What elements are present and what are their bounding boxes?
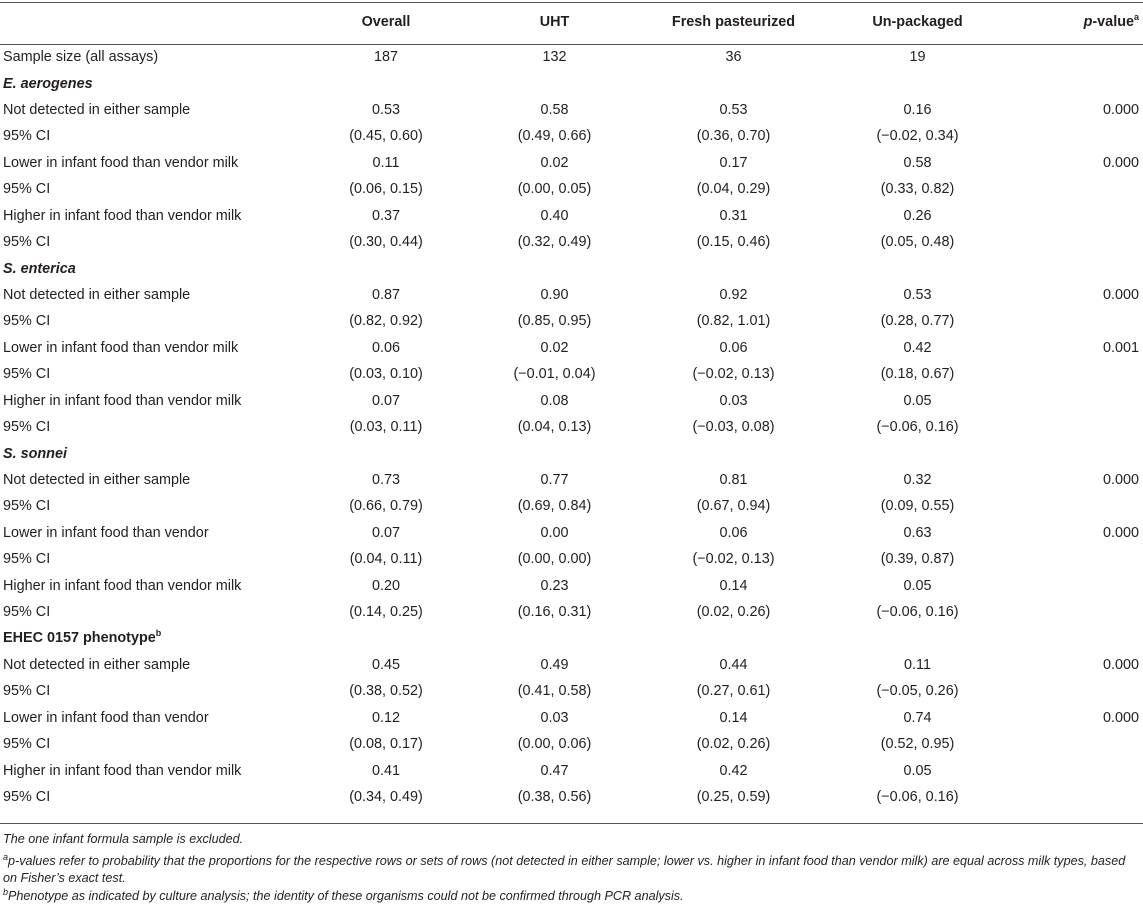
cell-p-value: [1005, 387, 1143, 413]
cell-p-value: [1005, 678, 1143, 704]
cell-overall: (0.38, 0.52): [349, 683, 423, 700]
table-row: [0, 520, 1143, 546]
footnote-a-text: p-values refer to probability that the proportions for the respective rows or sets of rows (not detected in either sample; lower vs. higher in infant food than vendor milk) are equal across milk types, based on Fisher’s exact test.: [3, 853, 1126, 885]
table-row: [0, 387, 1143, 413]
row-label: 95% CI: [3, 366, 51, 383]
cell-fresh: (0.02, 0.26): [696, 604, 771, 621]
section-title: [0, 70, 1143, 96]
cell-uht: (0.00, 0.00): [517, 551, 592, 568]
cell-fresh: (−0.02, 0.13): [692, 366, 775, 383]
row-label: 95% CI: [3, 313, 51, 330]
cell-unpackaged: 0.74: [903, 709, 932, 726]
cell-unpackaged: 0.05: [903, 392, 932, 409]
cell-p-value: [1005, 414, 1143, 440]
cell-uht: 0.40: [540, 207, 569, 224]
cell-fresh: (0.27, 0.61): [696, 683, 771, 700]
cell-overall: (0.03, 0.10): [349, 366, 423, 383]
header-un-packaged: Un-packaged: [872, 14, 963, 30]
table-row: [0, 229, 1143, 255]
cell-fresh: (0.04, 0.29): [696, 181, 771, 198]
cell-p-value: [1005, 176, 1143, 202]
row-label: 95% CI: [3, 683, 51, 700]
cell-unpackaged: 0.58: [903, 154, 932, 171]
table-row: [0, 203, 1143, 229]
cell-unpackaged: (0.39, 0.87): [880, 551, 955, 568]
cell-p-value: [1005, 203, 1143, 229]
cell-overall: 0.20: [371, 577, 400, 594]
cell-uht: (0.16, 0.31): [517, 604, 592, 621]
cell-p-value: [1005, 757, 1143, 783]
cell-unpackaged: 0.16: [903, 102, 932, 119]
row-label: Higher in infant food than vendor milk: [3, 577, 242, 594]
cell-fresh: (−0.02, 0.13): [692, 551, 775, 568]
cell-unpackaged: (0.18, 0.67): [880, 366, 955, 383]
cell-p-value: 0.000: [1102, 471, 1139, 488]
table-row: [0, 493, 1143, 519]
cell-overall: (0.08, 0.17): [349, 736, 423, 753]
cell-unpackaged: 0.42: [903, 339, 932, 356]
table-row: [0, 467, 1143, 493]
table-row: [0, 361, 1143, 387]
cell-p-value: [1005, 44, 1143, 70]
section-title: [0, 625, 1143, 651]
header-rule: [0, 44, 1143, 45]
cell-fresh: 0.17: [719, 154, 748, 171]
cell-unpackaged: 0.63: [903, 524, 932, 541]
cell-unpackaged: 0.26: [903, 207, 932, 224]
section-row: [0, 440, 1143, 466]
section-title: [0, 255, 1143, 281]
cell-unpackaged: (−0.06, 0.16): [876, 419, 959, 436]
cell-fresh: (0.15, 0.46): [696, 234, 771, 251]
section-title: [0, 440, 1143, 466]
cell-fresh: 0.31: [719, 207, 748, 224]
cell-fresh: 0.03: [719, 392, 748, 409]
cell-fresh: (0.02, 0.26): [696, 736, 771, 753]
section-title-text: S. sonnei: [3, 445, 67, 462]
cell-p-value: 0.000: [1102, 102, 1139, 119]
cell-p-value: [1005, 123, 1143, 149]
cell-overall: (0.45, 0.60): [349, 128, 423, 145]
row-label: 95% CI: [3, 498, 51, 515]
header-uht: UHT: [539, 14, 570, 30]
cell-uht: (0.69, 0.84): [517, 498, 592, 515]
cell-p-value: [1005, 546, 1143, 572]
table-row: [0, 757, 1143, 783]
footnote-b-text: Phenotype as indicated by culture analysis; the identity of these organisms could not be confirmed through PCR analysis.: [8, 888, 684, 903]
cell-uht: (0.41, 0.58): [517, 683, 592, 700]
cell-overall: 0.73: [371, 471, 400, 488]
cell-uht: 0.47: [540, 762, 569, 779]
header-p-value: [1005, 0, 1143, 44]
cell-uht: (0.00, 0.05): [517, 181, 592, 198]
table-row: [0, 308, 1143, 334]
section-footnote-mark: b: [155, 628, 162, 639]
cell-unpackaged: 0.53: [903, 287, 932, 303]
footnote-a-mark: a: [3, 851, 9, 862]
cell-unpackaged: (0.33, 0.82): [880, 181, 955, 198]
cell-overall: 0.37: [371, 207, 400, 224]
row-label: Lower in infant food than vendor: [3, 709, 209, 726]
cell-uht: 0.00: [540, 524, 569, 541]
section-title-text: S. enterica: [3, 260, 76, 277]
cell-unpackaged: 0.11: [904, 656, 931, 673]
cell-fresh: (0.36, 0.70): [696, 128, 771, 145]
cell-fresh: 0.42: [719, 762, 748, 779]
row-label: 95% CI: [3, 419, 51, 436]
table-row: [0, 731, 1143, 757]
cell-unpackaged: 0.05: [903, 577, 932, 594]
cell-overall: (0.14, 0.25): [349, 604, 423, 621]
table-row: [0, 599, 1143, 625]
row-label: Not detected in either sample: [3, 102, 191, 119]
header-row: [0, 0, 1143, 44]
cell-overall: (0.04, 0.11): [349, 551, 423, 568]
cell-unpackaged: (−0.06, 0.16): [876, 789, 959, 806]
cell-overall: 187: [373, 49, 398, 66]
table-row: [0, 678, 1143, 704]
table-row: [0, 784, 1143, 810]
cell-fresh: 0.53: [719, 102, 748, 119]
section-title-text: E. aerogenes: [3, 75, 93, 92]
cell-uht: (0.04, 0.13): [517, 419, 592, 436]
cell-uht: 132: [542, 49, 567, 66]
sample-size-row: [0, 44, 1143, 70]
row-label: 95% CI: [3, 181, 51, 198]
row-label: 95% CI: [3, 604, 51, 621]
cell-uht: 0.77: [540, 471, 569, 488]
table-row: [0, 335, 1143, 361]
cell-p-value: [1005, 572, 1143, 598]
cell-overall: (0.30, 0.44): [349, 234, 423, 251]
cell-uht: (0.00, 0.06): [517, 736, 592, 753]
cell-uht: 0.02: [540, 339, 569, 356]
cell-uht: 0.49: [540, 656, 569, 673]
cell-unpackaged: (0.05, 0.48): [880, 234, 955, 251]
cell-p-value: 0.000: [1102, 656, 1139, 673]
table-body: [0, 44, 1143, 810]
cell-p-value: [1005, 229, 1143, 255]
row-label: Sample size (all assays): [3, 49, 159, 66]
cell-p-value: [1005, 493, 1143, 519]
table-row: [0, 282, 1143, 308]
cell-uht: 0.03: [540, 709, 569, 726]
header-p-footnote-mark: a: [1133, 12, 1139, 23]
footnote-b-mark: b: [3, 886, 9, 897]
section-row: [0, 625, 1143, 651]
row-label: Lower in infant food than vendor milk: [3, 339, 239, 356]
cell-p-value: [1005, 308, 1143, 334]
cell-p-value: [1005, 361, 1143, 387]
section-row: [0, 70, 1143, 96]
table-row: [0, 123, 1143, 149]
footnote-b: [3, 888, 1133, 906]
cell-fresh: 0.06: [719, 524, 748, 541]
cell-unpackaged: 0.32: [903, 471, 932, 488]
table-row: [0, 546, 1143, 572]
cell-overall: (0.06, 0.15): [349, 181, 423, 198]
cell-unpackaged: 19: [909, 49, 926, 66]
table-row: [0, 705, 1143, 731]
table-row: [0, 572, 1143, 598]
footnote-excluded: The one infant formula sample is excluded.: [3, 832, 244, 846]
header-p-letter: p: [1083, 14, 1093, 30]
table-row: [0, 652, 1143, 678]
row-label: Lower in infant food than vendor milk: [3, 154, 239, 171]
cell-p-value: 0.000: [1102, 524, 1139, 541]
cell-fresh: 0.81: [719, 471, 748, 488]
cell-fresh: (0.67, 0.94): [696, 498, 771, 515]
cell-unpackaged: (−0.02, 0.34): [876, 128, 959, 145]
cell-fresh: (0.25, 0.59): [696, 789, 771, 806]
row-label: 95% CI: [3, 234, 51, 251]
cell-uht: 0.58: [540, 102, 569, 119]
row-label: Not detected in either sample: [3, 287, 191, 303]
header-blank: [0, 0, 300, 44]
cell-p-value: 0.000: [1102, 709, 1139, 726]
cell-unpackaged: (−0.05, 0.26): [876, 683, 959, 700]
cell-uht: (0.32, 0.49): [517, 234, 592, 251]
table-row: [0, 150, 1143, 176]
cell-fresh: (−0.03, 0.08): [692, 419, 775, 436]
cell-unpackaged: (0.09, 0.55): [880, 498, 955, 515]
cell-overall: 0.06: [371, 339, 400, 356]
row-label: Higher in infant food than vendor milk: [3, 207, 242, 224]
footnote-a: [3, 853, 1133, 888]
cell-p-value: 0.001: [1102, 339, 1139, 356]
cell-p-value: 0.000: [1102, 287, 1139, 303]
row-label: Not detected in either sample: [3, 656, 191, 673]
table-footnotes: [3, 831, 1133, 905]
cell-p-value: [1005, 599, 1143, 625]
cell-p-value: [1005, 731, 1143, 757]
section-row: [0, 255, 1143, 281]
cell-p-value: [1005, 784, 1143, 810]
row-label: 95% CI: [3, 128, 51, 145]
row-label: Higher in infant food than vendor milk: [3, 762, 242, 779]
cell-overall: 0.87: [371, 287, 400, 303]
cell-overall: (0.82, 0.92): [349, 313, 423, 330]
table-row: [0, 176, 1143, 202]
header-p-suffix: -value: [1092, 14, 1134, 30]
cell-overall: (0.66, 0.79): [349, 498, 423, 515]
cell-fresh: 36: [725, 49, 742, 66]
cell-uht: 0.08: [540, 392, 569, 409]
cell-overall: 0.45: [371, 656, 400, 673]
row-label: 95% CI: [3, 789, 51, 806]
cell-uht: 0.02: [540, 154, 569, 171]
table-row: [0, 414, 1143, 440]
row-label: Not detected in either sample: [3, 471, 191, 488]
bottom-rule: [0, 823, 1143, 824]
cell-overall: 0.41: [371, 762, 400, 779]
cell-unpackaged: (0.52, 0.95): [880, 736, 955, 753]
cell-unpackaged: (0.28, 0.77): [880, 313, 955, 330]
cell-overall: 0.07: [371, 392, 400, 409]
cell-uht: 0.23: [540, 577, 569, 594]
cell-uht: (0.38, 0.56): [517, 789, 592, 806]
cell-uht: 0.90: [540, 287, 569, 303]
cell-overall: 0.11: [372, 154, 400, 171]
section-title-text: EHEC 0157 phenotype: [3, 630, 156, 647]
header-fresh-pasteurized: Fresh pasteurized: [671, 14, 796, 30]
cell-overall: 0.07: [371, 524, 400, 541]
cell-unpackaged: 0.05: [903, 762, 932, 779]
cell-fresh: 0.92: [719, 287, 748, 303]
cell-overall: 0.12: [371, 709, 400, 726]
cell-uht: (−0.01, 0.04): [513, 366, 596, 383]
cell-fresh: 0.14: [719, 709, 748, 726]
cell-uht: (0.85, 0.95): [517, 313, 592, 330]
cell-p-value: 0.000: [1102, 154, 1139, 171]
row-label: 95% CI: [3, 551, 51, 568]
cell-fresh: 0.44: [719, 656, 748, 673]
cell-unpackaged: (−0.06, 0.16): [876, 604, 959, 621]
cell-overall: 0.53: [371, 102, 400, 119]
row-label: Lower in infant food than vendor: [3, 524, 209, 541]
cell-overall: (0.03, 0.11): [349, 419, 423, 436]
cell-uht: (0.49, 0.66): [517, 128, 592, 145]
cell-fresh: 0.14: [719, 577, 748, 594]
table-row: [0, 97, 1143, 123]
cell-fresh: (0.82, 1.01): [696, 313, 771, 330]
cell-fresh: 0.06: [719, 339, 748, 356]
cell-overall: (0.34, 0.49): [349, 789, 423, 806]
header-overall: Overall: [361, 14, 411, 30]
row-label: 95% CI: [3, 736, 51, 753]
row-label: Higher in infant food than vendor milk: [3, 392, 242, 409]
